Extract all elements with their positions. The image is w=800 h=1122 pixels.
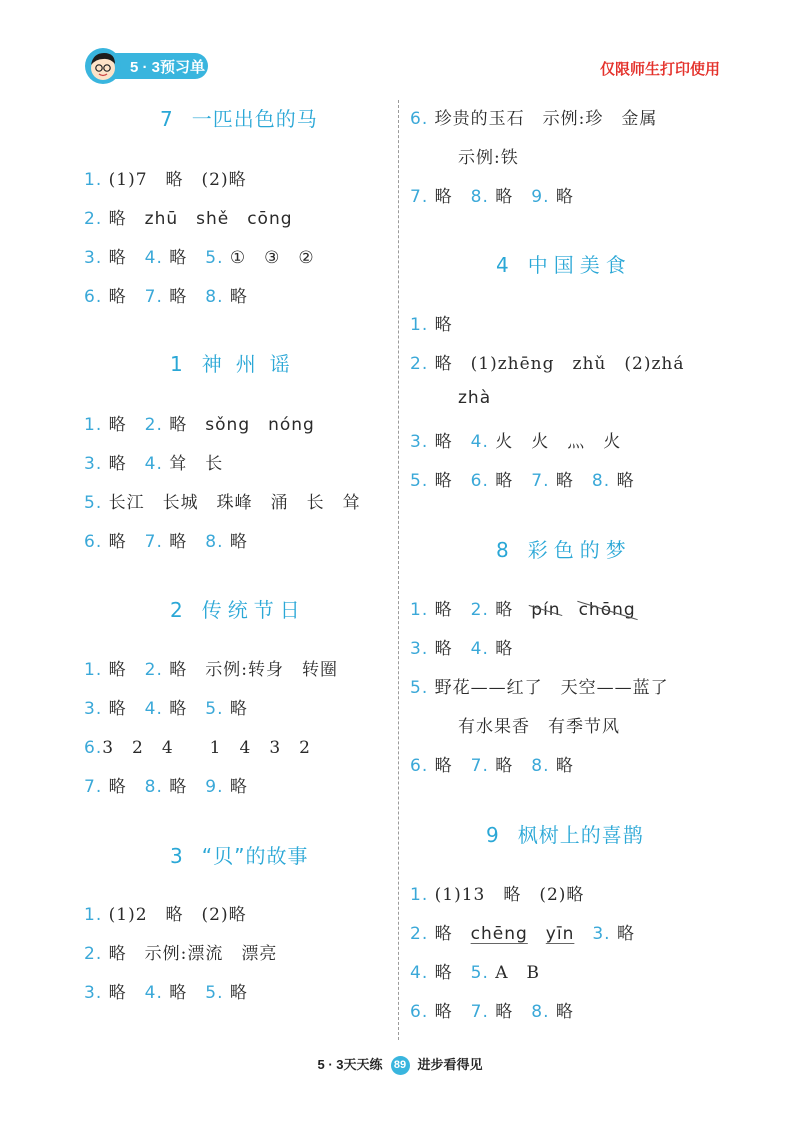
footer-right: 进步看得见 bbox=[417, 1057, 483, 1072]
crossed-pinyin: chōng bbox=[578, 600, 636, 620]
page-footer bbox=[0, 1054, 800, 1075]
answer-line: 7. 略 8. 略 9. 略 bbox=[84, 777, 248, 797]
answer-line: 3. 略 4. 略 5. 略 bbox=[84, 699, 248, 719]
section-title-2: 2 传统节日 bbox=[170, 598, 306, 622]
answer-line: 6. 略 7. 略 8. 略 bbox=[410, 1002, 574, 1022]
answer-line: 2. 略 示例:漂流 漂亮 bbox=[84, 944, 278, 964]
answer-line-continued: 有水果香 有季节风 bbox=[458, 717, 620, 737]
page-number: 89 bbox=[391, 1056, 410, 1075]
answer-line: 3. 略 4. 耸 长 bbox=[84, 454, 224, 474]
answer-line: 6. 略 7. 略 8. 略 bbox=[84, 532, 248, 552]
answer-line: 1. 略 2. 略 sǒng nóng bbox=[84, 415, 315, 435]
answer-line: 2. 略 zhū shě cōng bbox=[84, 209, 293, 229]
section-title-4: 4 中国美食 bbox=[496, 253, 632, 277]
answer-line: 3. 略 4. 火 火 灬 火 bbox=[410, 432, 622, 452]
answer-line: 6. 珍贵的玉石 示例:珍 金属 bbox=[410, 109, 658, 129]
answer-line: 1. 略 bbox=[410, 315, 453, 335]
section-title-1: 1 神州谣 bbox=[170, 352, 304, 376]
answer-line: 5. 长江 长城 珠峰 涌 长 耸 bbox=[84, 493, 361, 513]
answer-line: 4. 略 5. A B bbox=[410, 963, 541, 983]
underlined-pinyin: yīn bbox=[545, 924, 575, 944]
answer-line: 3. 略 4. 略 bbox=[410, 639, 514, 659]
answer-line: 1. (1)2 略 (2)略 bbox=[84, 905, 247, 925]
section-title-9: 9 枫树上的喜鹊 bbox=[486, 823, 644, 847]
underlined-pinyin: chēng bbox=[470, 924, 528, 944]
answer-line: 6. 略 7. 略 8. 略 bbox=[84, 287, 248, 307]
brand-badge bbox=[84, 47, 208, 85]
boy-mascot-icon bbox=[84, 47, 122, 85]
column-divider bbox=[398, 100, 399, 1040]
answer-line-continued: 示例:铁 bbox=[458, 148, 519, 168]
answer-line: 3. 略 4. 略 5. 略 bbox=[84, 983, 248, 1003]
section-title-7: 7 一匹出色的马 bbox=[160, 107, 318, 131]
answer-line: 2. 略 (1)zhēng zhǔ (2)zhá bbox=[410, 354, 685, 374]
answer-line: 2. 略 chēng yīn 3. 略 bbox=[410, 924, 635, 944]
answer-line: 5. 野花——红了 天空——蓝了 bbox=[410, 678, 669, 698]
usage-notice: 仅限师生打印使用 bbox=[599, 61, 720, 78]
answer-line: 5. 略 6. 略 7. 略 8. 略 bbox=[410, 471, 635, 491]
section-title-8: 8 彩色的梦 bbox=[496, 538, 632, 562]
badge-label: 5 · 3预习单 bbox=[130, 59, 206, 76]
section-title-3: 3 “贝”的故事 bbox=[170, 844, 309, 868]
answer-line: 1. (1)13 略 (2)略 bbox=[410, 885, 585, 905]
answer-line: 1. 略 2. 略 示例:转身 转圈 bbox=[84, 660, 339, 680]
answer-line: 6.3 2 4 1 4 3 2 bbox=[84, 738, 311, 758]
answer-line: 1. (1)7 略 (2)略 bbox=[84, 170, 247, 190]
answer-line: 1. 略 2. 略 pín chōng bbox=[410, 600, 636, 620]
footer-left: 5 · 3天天练 bbox=[317, 1057, 383, 1072]
crossed-pinyin: pín bbox=[531, 600, 561, 620]
answer-line-continued: zhà bbox=[458, 388, 492, 408]
answer-line: 7. 略 8. 略 9. 略 bbox=[410, 187, 574, 207]
answer-line: 6. 略 7. 略 8. 略 bbox=[410, 756, 574, 776]
answer-line: 3. 略 4. 略 5. ① ③ ② bbox=[84, 248, 315, 268]
